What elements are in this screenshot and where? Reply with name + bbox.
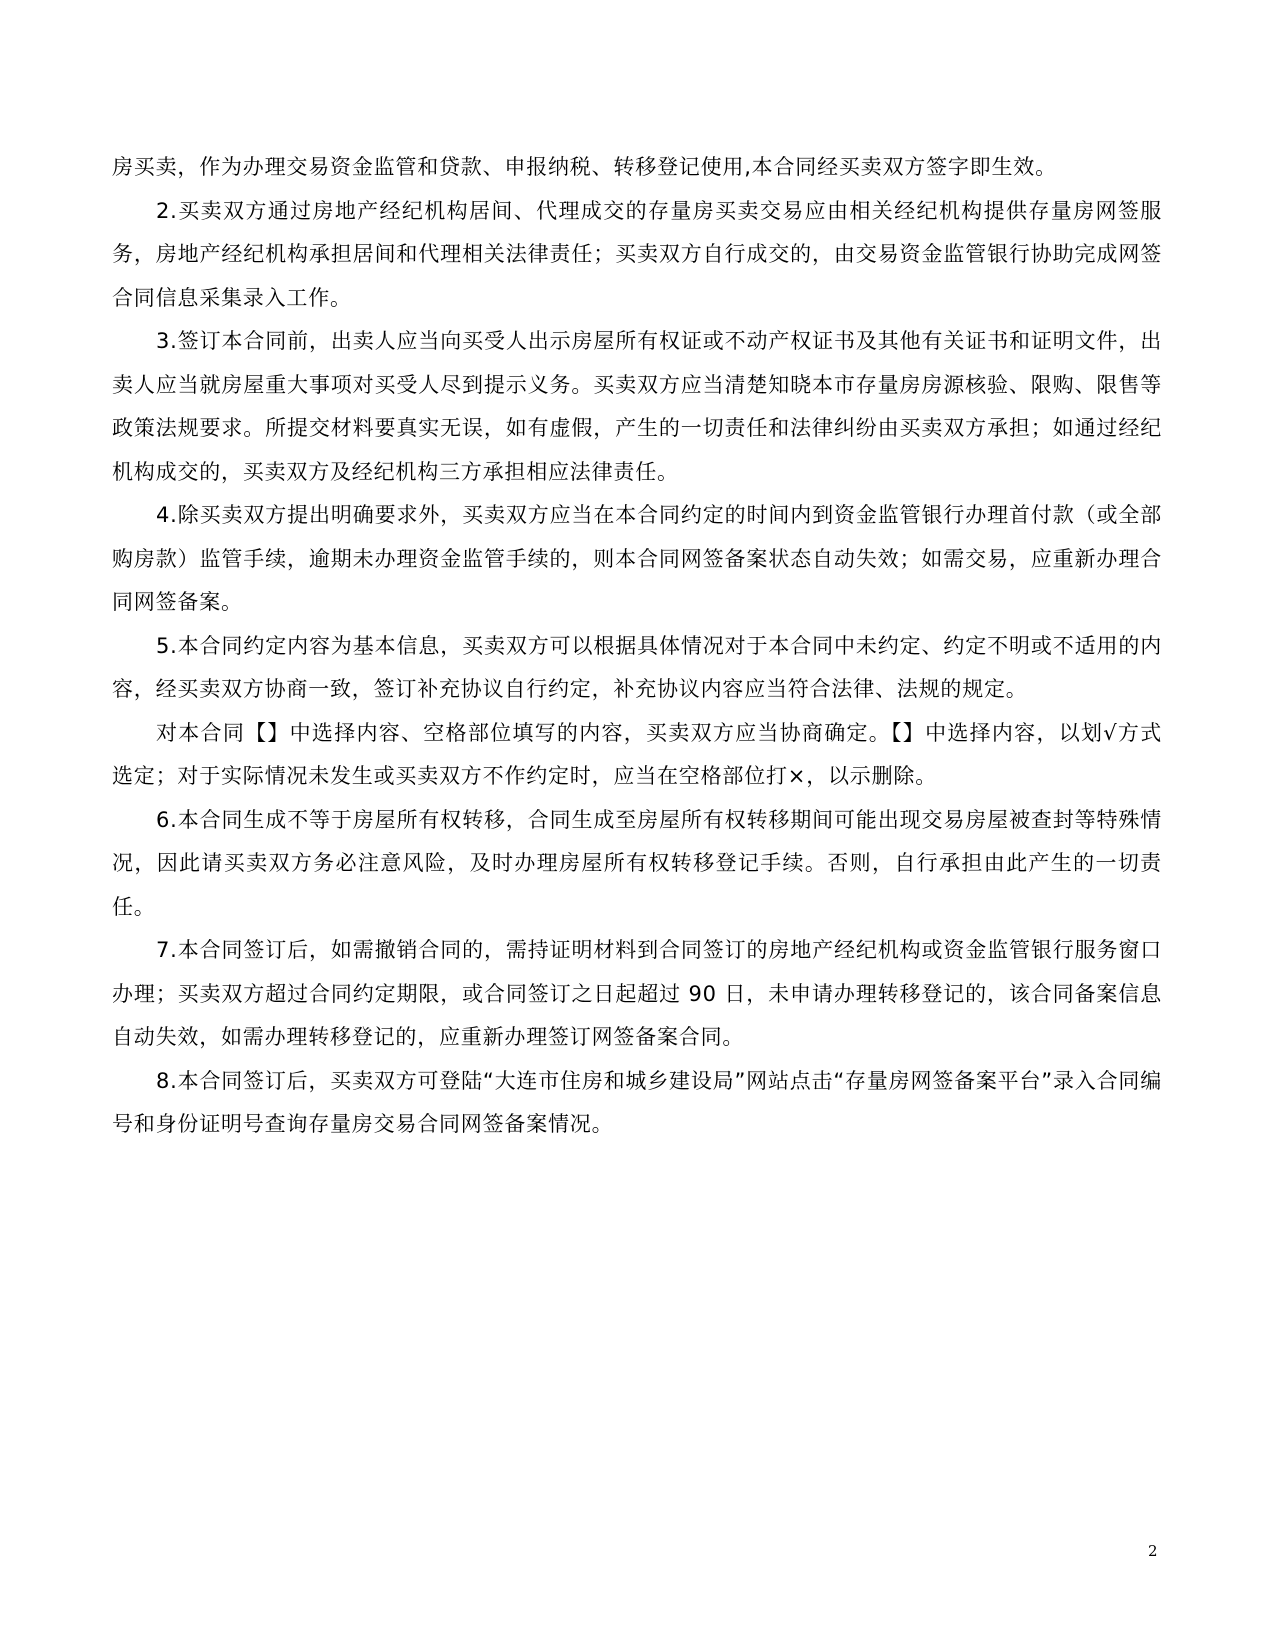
clause-2: 2.买卖双方通过房地产经纪机构居间、代理成交的存量房买卖交易应由相关经纪机构提供存量房网签服务，房地产经纪机构承担居间和代理相关法律责任；买卖双方自行成交的，由交易资金监管银行协助完成网签合同信息采集录入工作。 (112, 198, 1162, 310)
clause-5-note: 对本合同【】中选择内容、空格部位填写的内容，买卖双方应当协商确定。【】中选择内容，以划√方式选定；对于实际情况未发生或买卖双方不作约定时，应当在空格部位打×，以示删除。 (112, 720, 1162, 788)
clause-3: 3.签订本合同前，出卖人应当向买受人出示房屋所有权证或不动产权证书及其他有关证书和证明文件，出卖人应当就房屋重大事项对买受人尽到提示义务。买卖双方应当清楚知晓本市存量房房源核验、限购、限售等政策法规要求。所提交材料要真实无误，如有虚假，产生的一切责任和法律纠纷由买卖双方承担；如通过经纪机构成交的，买卖双方及经纪机构三方承担相应法律责任。 (112, 329, 1162, 484)
clause-5: 5.本合同约定内容为基本信息，买卖双方可以根据具体情况对于本合同中未约定、约定不明或不适用的内容，经买卖双方协商一致，签订补充协议自行约定，补充协议内容应当符合法律、法规的规定。 (112, 633, 1162, 701)
paragraph-continuation: 房买卖，作为办理交易资金监管和贷款、申报纳税、转移登记使用,本合同经买卖双方签字即生效。 (112, 155, 1057, 179)
clause-8: 8.本合同签订后，买卖双方可登陆“大连市住房和城乡建设局”网站点击“存量房网签备案平台”录入合同编号和身份证明号查询存量房交易合同网签备案情况。 (112, 1068, 1162, 1136)
clause-6: 6.本合同生成不等于房屋所有权转移，合同生成至房屋所有权转移期间可能出现交易房屋被查封等特殊情况，因此请买卖双方务必注意风险，及时办理房屋所有权转移登记手续。否则，自行承担由此产生的一切责任。 (112, 807, 1162, 919)
clause-4: 4.除买卖双方提出明确要求外，买卖双方应当在本合同约定的时间内到资金监管银行办理首付款（或全部购房款）监管手续，逾期未办理资金监管手续的，则本合同网签备案状态自动失效；如需交易，应重新办理合同网签备案。 (112, 503, 1162, 614)
clause-7: 7.本合同签订后，如需撤销合同的，需持证明材料到合同签订的房地产经纪机构或资金监管银行服务窗口办理；买卖双方超过合同约定期限，或合同签订之日起超过 90 日，未申请办理转移登记的，该合同备案信息自动失效，如需办理转移登记的，应重新办理签订网签备案合同。 (112, 938, 1162, 1049)
page-number: 2 (1148, 1542, 1158, 1560)
document-body (112, 146, 1162, 1147)
